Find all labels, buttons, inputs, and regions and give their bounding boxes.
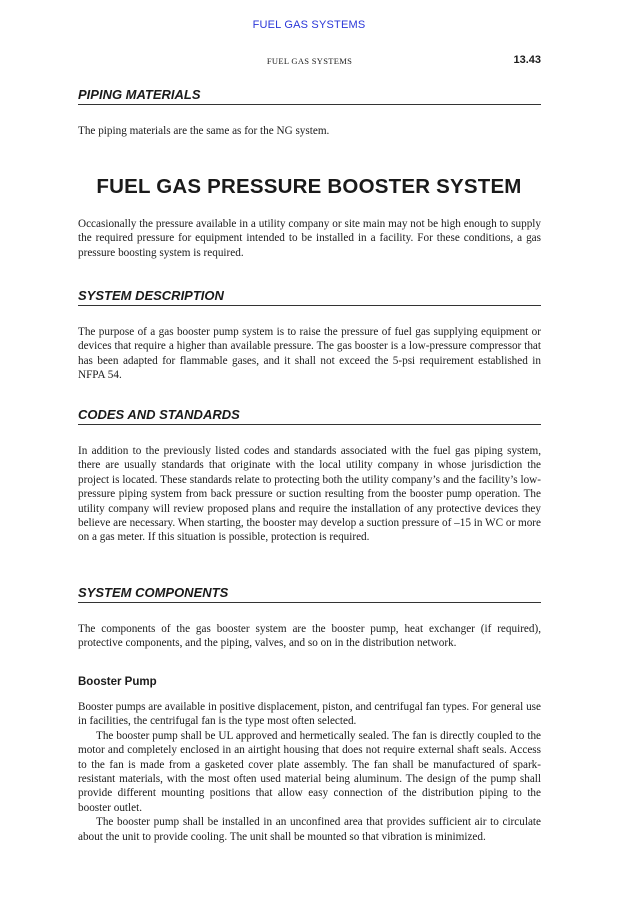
system-components-text: The components of the gas booster system are the booster pump, heat exchanger (if required), protective components, and the piping, valves, and so on in the distribution network. — [78, 623, 541, 650]
booster-pump-paragraph-2: The booster pump shall be UL approved and hermetically sealed. The fan is directly coupled to the motor and completely enclosed in an airtight housing that does not require external shaft seals. Access to the fan is made from a gasketed cover plate assembly. The fan shall be manufactured of spark-resistant materials, with the most often used material being aluminum. The design of the pump shall provide different mounting positions that allow easy connection of the distribution piping to the booster outlet. — [78, 729, 541, 814]
system-description-text: The purpose of a gas booster pump system is to raise the pressure of fuel gas supplying equipment or devices that require a higher than available pressure. The gas booster is a low-pressure compressor that has been adapted for flammable gases, and it shall not exceed the 5-psi requirement established in NFPA 54. — [78, 326, 541, 382]
main-title: FUEL GAS PRESSURE BOOSTER SYSTEM — [96, 175, 522, 198]
codes-standards-text: In addition to the previously listed codes and standards associated with the fuel gas piping system, there are usually standards that originate with the local utility company in whose jurisdiction the project is located. These standards relate to protecting both the utility company’s and the facility’s low-pressure piping system from back pressure or suction resulting from the booster pump operation. The utility company will review proposed plans and require the installation of any protective devices they believe are necessary. When starting, the booster may develop a suction pressure of –15 in WC or more on a gas meter. If this situation is possible, protection is required. — [78, 445, 541, 544]
intro-text: Occasionally the pressure available in a utility company or site main may not be high enough to supply the required pressure for equipment intended to be installed in a facility. For these conditions, a gas pressure boosting system is required. — [78, 218, 541, 259]
booster-pump-paragraph-3: The booster pump shall be installed in an unconfined area that provides sufficient air to circulate about the unit to provide cooling. The unit shall be mounted so that vibration is minimized. — [78, 816, 541, 843]
heading-system-components: SYSTEM COMPONENTS — [78, 585, 541, 603]
piping-materials-text: The piping materials are the same as for the NG system. — [78, 125, 330, 137]
heading-piping-materials: PIPING MATERIALS — [78, 87, 541, 105]
booster-pump-paragraph-1: Booster pumps are available in positive displacement, piston, and centrifugal fan types. For general use in facilities, the centrifugal fan is the type most often selected. — [78, 701, 541, 728]
heading-system-description: SYSTEM DESCRIPTION — [78, 288, 541, 306]
heading-booster-pump: Booster Pump — [78, 676, 157, 688]
page-header — [78, 55, 541, 69]
running-header: FUEL GAS SYSTEMS — [252, 19, 366, 31]
booster-pump-text — [78, 700, 541, 844]
page-header-title: FUEL GAS SYSTEMS — [266, 56, 353, 66]
heading-codes-standards: CODES AND STANDARDS — [78, 407, 541, 425]
page-number: 13.43 — [513, 54, 541, 66]
